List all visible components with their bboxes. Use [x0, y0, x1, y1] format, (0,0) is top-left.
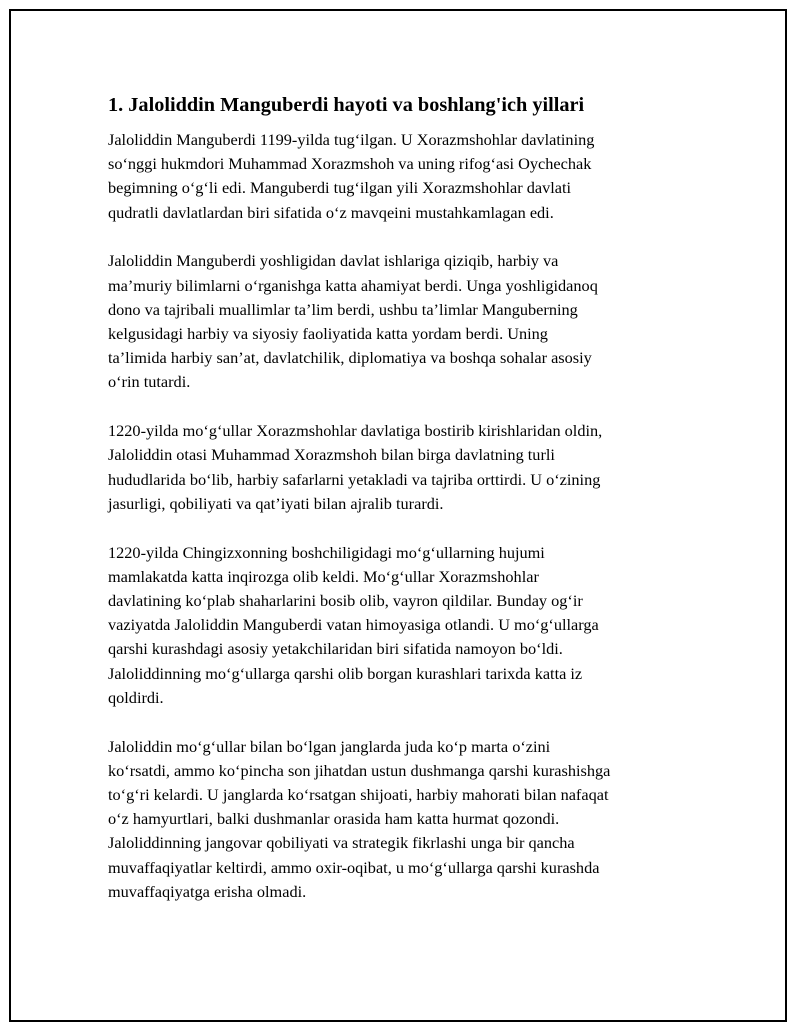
- paragraph-birth: Jaloliddin Manguberdi 1199-yilda tug‘ilgan. U Xorazmshohlar davlatining so‘nggi hukmdori Muhammad Xorazmshoh va uning rifog‘asi Oychechak begimning o‘g‘li edi. Manguberdi tug‘ilgan yili Xorazmshohlar davlati qudratli davlatlardan biri sifatida o‘z mavqeini mustahkamlagan edi.: [108, 130, 595, 222]
- section-title: 1. Jaloliddin Manguberdi hayoti va boshlang'ich yillari: [108, 94, 585, 116]
- paragraph-early-campaigns: 1220-yilda mo‘g‘ullar Xorazmshohlar davlatiga bostirib kirishlaridan oldin, Jaloliddin otasi Muhammad Xorazmshoh bilan birga davlatning turli hududlarida bo‘lib, harbiy safarlarni yetakladi va tajriba orttirdi. U o‘zining jasurligi, qobiliyati va qat’iyati bilan ajralib turardi.: [108, 421, 603, 513]
- paragraph-mongol-invasion: 1220-yilda Chingizxonning boshchiligidagi mo‘g‘ullarning hujumi mamlakatda katta inqirozga olib keldi. Mo‘g‘ullar Xorazmshohlar davlatining ko‘plab shaharlarini bosib olib, vayron qildilar. Bunday og‘ir vaziyatda Jaloliddin Manguberdi vatan himoyasiga otlandi. U mo‘g‘ullarga qarshi kurashdagi asosiy yetakchilaridan biri sifatida namoyon bo‘ldi. Jaloliddinning mo‘g‘ullarga qarshi olib borgan kurashlari tarixda katta iz qoldirdi.: [108, 542, 599, 707]
- document-body: [108, 92, 688, 929]
- paragraph-battles: Jaloliddin mo‘g‘ullar bilan bo‘lgan janglarda juda ko‘p marta o‘zini ko‘rsatdi, ammo ko‘pincha son jihatdan ustun dushmanga qarshi kurashishga to‘g‘ri kelardi. U janglarda ko‘rsatgan shijoati, harbiy mahorati bilan nafaqat o‘z hamyurtlari, balki dushmanlar orasida ham katta hurmat qozondi. Jaloliddinning jangovar qobiliyati va strategik fikrlashi unga bir qancha muvaffaqiyatlar keltirdi, ammo oxir-oqibat, u mo‘g‘ullarga qarshi kurashda muvaffaqiyatga erisha olmadi.: [108, 736, 611, 901]
- paragraph-education: Jaloliddin Manguberdi yoshligidan davlat ishlariga qiziqib, harbiy va ma’muriy bilimlarni o‘rganishga katta ahamiyat berdi. Unga yoshligidanoq dono va tajribali muallimlar ta’lim berdi, ushbu ta’limlar Manguberning kelgusidagi harbiy va siyosiy faoliyatida katta yordam berdi. Uning ta’limida harbiy san’at, davlatchilik, diplomatiya va boshqa sohalar asosiy o‘rin tutardi.: [108, 251, 598, 392]
